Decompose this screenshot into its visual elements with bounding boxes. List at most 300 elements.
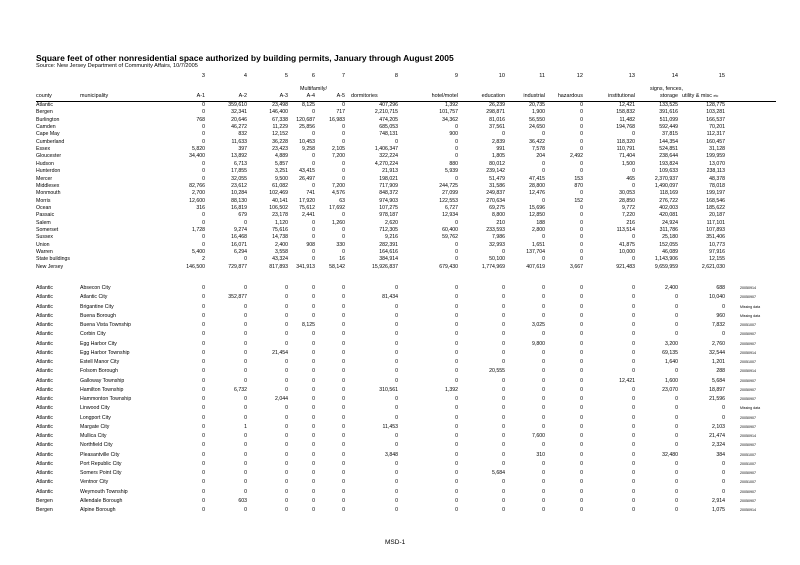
cell-education: 0 bbox=[502, 405, 505, 412]
cell-multifamily: 974,903 bbox=[379, 197, 398, 204]
row-county: Atlantic bbox=[36, 414, 54, 421]
cell-signs: 2,103 bbox=[712, 423, 725, 430]
cell-a1: 0 bbox=[202, 160, 205, 167]
cell-a2: 0 bbox=[244, 414, 247, 421]
header-county: county bbox=[36, 93, 52, 99]
cell-hotel: 0 bbox=[455, 303, 458, 310]
county-row bbox=[0, 198, 800, 205]
cell-hotel: 1,392 bbox=[445, 102, 458, 108]
cell-a4: 0 bbox=[312, 182, 315, 189]
cell-hazardous: 0 bbox=[580, 249, 583, 255]
cell-hazardous: 0 bbox=[580, 294, 583, 301]
cell-institutional: 41,875 bbox=[619, 241, 635, 248]
cell-a4: 0 bbox=[312, 470, 315, 476]
cell-a4: 0 bbox=[312, 234, 315, 241]
header-signs-suffix: etc bbox=[713, 94, 719, 98]
cell-education: 51,479 bbox=[489, 175, 505, 182]
cell-multifamily: 685,053 bbox=[379, 124, 398, 131]
cell-a1: 0 bbox=[202, 109, 205, 116]
county-name: State buildings bbox=[36, 256, 71, 263]
cell-hazardous: 0 bbox=[580, 433, 583, 439]
cell-industrial: 7,600 bbox=[532, 433, 545, 439]
cell-hazardous: 0 bbox=[580, 212, 583, 219]
row-municipality: Buena Borough bbox=[80, 312, 117, 319]
cell-a3: 0 bbox=[285, 359, 288, 365]
cell-a2: 23,612 bbox=[231, 182, 247, 189]
row-municipality: Margate City bbox=[80, 423, 110, 430]
cell-signs: 384 bbox=[716, 451, 725, 458]
cell-a4: 17,920 bbox=[299, 197, 315, 204]
cell-education: 0 bbox=[502, 377, 505, 384]
cell-a4: 0 bbox=[312, 442, 315, 449]
cell-a3: 0 bbox=[285, 303, 288, 310]
cell-a3: 3,251 bbox=[275, 168, 288, 175]
cell-industrial: 204 bbox=[536, 153, 545, 160]
cell-institutional: 7,220 bbox=[622, 212, 635, 219]
cell-hazardous: 0 bbox=[580, 285, 583, 291]
cell-industrial: 0 bbox=[542, 507, 545, 513]
cell-a5: 0 bbox=[342, 479, 345, 486]
cell-multifamily: 0 bbox=[395, 340, 398, 347]
cell-institutional: 0 bbox=[632, 131, 635, 138]
cell-storage: 1,143,906 bbox=[654, 256, 678, 263]
cell-education: 0 bbox=[502, 340, 505, 347]
cell-storage: 3,200 bbox=[665, 340, 678, 347]
cell-storage: 2,370,937 bbox=[654, 175, 678, 182]
cell-signs: 0 bbox=[722, 470, 725, 476]
cell-hazardous: 0 bbox=[580, 405, 583, 412]
cell-multifamily: 21,913 bbox=[382, 168, 398, 175]
header-signs-line2 bbox=[682, 93, 718, 99]
cell-multifamily: 81,434 bbox=[382, 294, 398, 301]
row-date: 20050907 bbox=[740, 489, 756, 494]
cell-education: 270,634 bbox=[486, 197, 505, 204]
report-title: Square feet of other nonresidential space authorized by building permits, January through August 2005 bbox=[36, 53, 454, 63]
cell-storage: 0 bbox=[675, 488, 678, 495]
cell-a1: 82,766 bbox=[189, 182, 205, 189]
cell-a4: 26,497 bbox=[299, 175, 315, 182]
cell-a4: 0 bbox=[312, 488, 315, 495]
municipality-row bbox=[0, 396, 800, 403]
cell-hazardous: 0 bbox=[580, 131, 583, 138]
cell-storage: 0 bbox=[675, 507, 678, 513]
county-name: Morris bbox=[36, 197, 51, 204]
cell-industrial: 0 bbox=[542, 285, 545, 291]
cell-education: 210 bbox=[496, 219, 505, 226]
cell-a5: 0 bbox=[342, 294, 345, 301]
header-multifamily-line1: Multifamily/ bbox=[300, 86, 327, 92]
cell-institutional: 158,832 bbox=[616, 109, 635, 116]
cell-a3: 0 bbox=[285, 377, 288, 384]
cell-a2: 679 bbox=[238, 212, 247, 219]
row-county: Atlantic bbox=[36, 396, 54, 402]
cell-signs: 97,916 bbox=[709, 249, 725, 255]
cell-a5: 330 bbox=[336, 241, 345, 248]
cell-a4: 43,415 bbox=[299, 168, 315, 175]
cell-institutional: 465 bbox=[626, 175, 635, 182]
cell-institutional: 118,320 bbox=[616, 138, 635, 145]
cell-a5: 16 bbox=[339, 256, 345, 263]
cell-education: 0 bbox=[502, 349, 505, 356]
cell-education: 69,275 bbox=[489, 204, 505, 211]
cell-a2: 17,855 bbox=[231, 168, 247, 175]
cell-hotel: 34,362 bbox=[442, 116, 458, 123]
cell-industrial: 20,735 bbox=[529, 102, 545, 108]
cell-a3: 0 bbox=[285, 312, 288, 319]
municipality-row bbox=[0, 341, 800, 348]
municipality-row bbox=[0, 424, 800, 431]
row-date: 20050907 bbox=[740, 424, 756, 429]
row-municipality: Galloway Township bbox=[80, 377, 125, 384]
row-county: Atlantic bbox=[36, 442, 54, 449]
cell-a5: 0 bbox=[342, 460, 345, 467]
county-row bbox=[0, 124, 800, 131]
cell-a1: 5,400 bbox=[192, 249, 205, 255]
cell-signs: 160,457 bbox=[706, 138, 725, 145]
municipality-row bbox=[0, 405, 800, 412]
county-name: Hunterdon bbox=[36, 168, 61, 175]
municipality-row bbox=[0, 285, 800, 292]
county-name: Middlesex bbox=[36, 182, 60, 189]
cell-storage: 109,633 bbox=[659, 168, 678, 175]
cell-hotel: 0 bbox=[455, 249, 458, 255]
cell-multifamily: 717,909 bbox=[379, 182, 398, 189]
county-row bbox=[0, 102, 800, 109]
cell-a1: 0 bbox=[202, 507, 205, 513]
cell-multifamily: 0 bbox=[395, 488, 398, 495]
cell-education: 0 bbox=[502, 249, 505, 255]
cell-a4: 0 bbox=[312, 451, 315, 458]
cell-a1: 0 bbox=[202, 168, 205, 175]
cell-hotel: 900 bbox=[449, 131, 458, 138]
header-signs-line1: signs, fences, bbox=[650, 86, 683, 92]
cell-hazardous: 0 bbox=[580, 349, 583, 356]
cell-institutional: 0 bbox=[632, 460, 635, 467]
cell-institutional: 0 bbox=[632, 405, 635, 412]
cell-a1: 0 bbox=[202, 303, 205, 310]
cell-education: 0 bbox=[502, 294, 505, 301]
cell-multifamily: 0 bbox=[395, 312, 398, 319]
cell-industrial: 0 bbox=[542, 460, 545, 467]
cell-a2: 397 bbox=[238, 146, 247, 153]
row-county: Atlantic bbox=[36, 479, 54, 486]
cell-a5: 0 bbox=[342, 349, 345, 356]
cell-a3: 23,423 bbox=[272, 146, 288, 153]
cell-institutional: 0 bbox=[632, 507, 635, 513]
cell-industrial: 0 bbox=[542, 160, 545, 167]
cell-signs: 199,959 bbox=[706, 153, 725, 160]
cell-signs: 107,893 bbox=[706, 226, 725, 233]
cell-industrial: 407,619 bbox=[526, 263, 545, 270]
cell-a5: 0 bbox=[342, 226, 345, 233]
cell-signs: 288 bbox=[716, 368, 725, 375]
cell-signs: 0 bbox=[722, 488, 725, 495]
cell-multifamily: 748,131 bbox=[379, 131, 398, 138]
row-date: 20050914 bbox=[740, 369, 756, 374]
column-number: 10 bbox=[498, 73, 505, 79]
cell-multifamily: 322,224 bbox=[379, 153, 398, 160]
cell-a1: 0 bbox=[202, 460, 205, 467]
cell-a2: 0 bbox=[244, 303, 247, 310]
cell-a3: 0 bbox=[285, 285, 288, 291]
cell-a3: 0 bbox=[285, 331, 288, 338]
cell-multifamily: 712,305 bbox=[379, 226, 398, 233]
cell-a2: 0 bbox=[244, 312, 247, 319]
cell-a1: 0 bbox=[202, 212, 205, 219]
row-county: Atlantic bbox=[36, 331, 54, 338]
cell-industrial: 0 bbox=[542, 488, 545, 495]
cell-a2: 0 bbox=[244, 479, 247, 486]
cell-signs: 688 bbox=[716, 285, 725, 291]
cell-a5: 0 bbox=[342, 396, 345, 402]
cell-multifamily: 0 bbox=[395, 368, 398, 375]
cell-education: 0 bbox=[502, 303, 505, 310]
county-row bbox=[0, 212, 800, 219]
cell-a2: 0 bbox=[244, 331, 247, 338]
row-date: 20050907 bbox=[740, 332, 756, 337]
row-county: Bergen bbox=[36, 507, 53, 513]
county-name: Ocean bbox=[36, 204, 52, 211]
cell-a5: 0 bbox=[342, 175, 345, 182]
cell-a5: 0 bbox=[342, 470, 345, 476]
cell-a3: 1,120 bbox=[275, 219, 288, 226]
cell-multifamily: 384,914 bbox=[379, 256, 398, 263]
cell-hotel: 0 bbox=[455, 138, 458, 145]
row-municipality: Allendale Borough bbox=[80, 497, 123, 504]
cell-institutional: 0 bbox=[632, 451, 635, 458]
cell-a2: 0 bbox=[244, 396, 247, 402]
county-name: Union bbox=[36, 241, 50, 248]
cell-a5: 0 bbox=[342, 168, 345, 175]
cell-hazardous: 0 bbox=[580, 109, 583, 116]
municipality-row bbox=[0, 479, 800, 486]
cell-storage: 0 bbox=[675, 497, 678, 504]
county-row bbox=[0, 139, 800, 146]
cell-a1: 0 bbox=[202, 294, 205, 301]
row-county: Atlantic bbox=[36, 303, 54, 310]
cell-a5: 58,142 bbox=[329, 263, 345, 270]
cell-a2: 11,633 bbox=[231, 138, 247, 145]
cell-education: 239,142 bbox=[486, 168, 505, 175]
cell-industrial: 0 bbox=[542, 294, 545, 301]
cell-signs: 128,775 bbox=[706, 102, 725, 108]
page-footer: MSD-1 bbox=[385, 539, 406, 546]
cell-storage: 0 bbox=[675, 423, 678, 430]
cell-a1: 0 bbox=[202, 331, 205, 338]
row-municipality: Estell Manor City bbox=[80, 359, 120, 365]
cell-education: 0 bbox=[502, 451, 505, 458]
cell-a5: 0 bbox=[342, 340, 345, 347]
cell-hazardous: 0 bbox=[580, 331, 583, 338]
county-row bbox=[0, 153, 800, 160]
cell-institutional: 30,053 bbox=[619, 190, 635, 197]
cell-a1: 0 bbox=[202, 451, 205, 458]
cell-a5: 16,983 bbox=[329, 116, 345, 123]
cell-hotel: 0 bbox=[455, 460, 458, 467]
cell-a5: 0 bbox=[342, 131, 345, 138]
cell-multifamily: 198,021 bbox=[379, 175, 398, 182]
cell-industrial: 24,650 bbox=[529, 124, 545, 131]
row-date: 20051007 bbox=[740, 323, 756, 327]
county-name: Essex bbox=[36, 146, 51, 153]
county-row bbox=[0, 190, 800, 197]
cell-a5: 0 bbox=[342, 359, 345, 365]
cell-hazardous: 0 bbox=[580, 116, 583, 123]
cell-hotel: 0 bbox=[455, 124, 458, 131]
cell-education: 0 bbox=[502, 285, 505, 291]
cell-industrial: 9,800 bbox=[532, 340, 545, 347]
cell-education: 0 bbox=[502, 460, 505, 467]
row-date: Missing data bbox=[740, 313, 761, 318]
cell-a1: 0 bbox=[202, 405, 205, 412]
cell-a4: 9,258 bbox=[302, 146, 315, 153]
cell-a2: 0 bbox=[244, 442, 247, 449]
row-county: Atlantic bbox=[36, 377, 54, 384]
cell-storage: 152,055 bbox=[659, 241, 678, 248]
cell-a1: 0 bbox=[202, 442, 205, 449]
cell-signs: 185,622 bbox=[706, 204, 725, 211]
cell-a3: 67,338 bbox=[272, 116, 288, 123]
cell-a4: 8,125 bbox=[302, 102, 315, 108]
cell-a2: 0 bbox=[244, 451, 247, 458]
cell-institutional: 0 bbox=[632, 479, 635, 486]
cell-signs: 112,317 bbox=[706, 131, 725, 138]
row-municipality: Absecon City bbox=[80, 285, 111, 291]
cell-multifamily: 0 bbox=[395, 138, 398, 145]
cell-multifamily: 107,275 bbox=[379, 204, 398, 211]
cell-storage: 0 bbox=[675, 303, 678, 310]
cell-a4: 0 bbox=[312, 312, 315, 319]
row-date: 20050907 bbox=[740, 341, 756, 346]
cell-education: 37,561 bbox=[489, 124, 505, 131]
column-number: 9 bbox=[454, 73, 458, 79]
row-date: 20051007 bbox=[740, 480, 756, 485]
cell-signs: 7,832 bbox=[712, 322, 725, 328]
county-row bbox=[0, 242, 800, 249]
county-row bbox=[0, 146, 800, 153]
cell-multifamily: 0 bbox=[395, 507, 398, 513]
row-municipality: Northfield City bbox=[80, 442, 113, 449]
row-date: 20050914 bbox=[740, 286, 756, 290]
cell-institutional: 12,421 bbox=[619, 377, 635, 384]
cell-hotel: 0 bbox=[455, 414, 458, 421]
cell-a2: 0 bbox=[244, 256, 247, 263]
cell-signs: 0 bbox=[722, 331, 725, 338]
municipality-row bbox=[0, 387, 800, 394]
cell-a3: 14,738 bbox=[272, 234, 288, 241]
cell-a5: 7,200 bbox=[332, 182, 345, 189]
cell-a3: 0 bbox=[285, 340, 288, 347]
county-name: Monmouth bbox=[36, 190, 61, 197]
cell-industrial: 47,415 bbox=[529, 175, 545, 182]
cell-institutional: 0 bbox=[632, 386, 635, 393]
municipality-row bbox=[0, 489, 800, 496]
cell-industrial: 0 bbox=[542, 479, 545, 486]
cell-signs: 103,281 bbox=[706, 109, 725, 116]
cell-a5: 63 bbox=[339, 197, 345, 204]
county-row bbox=[0, 168, 800, 175]
cell-storage: 276,722 bbox=[659, 197, 678, 204]
cell-a5: 0 bbox=[342, 138, 345, 145]
cell-multifamily: 2,620 bbox=[385, 219, 398, 226]
cell-signs: 117,101 bbox=[706, 219, 725, 226]
cell-industrial: 28,800 bbox=[529, 182, 545, 189]
county-name: New Jersey bbox=[36, 263, 64, 270]
row-date: Missing data bbox=[740, 304, 761, 309]
cell-a3: 817,893 bbox=[269, 263, 288, 270]
cell-hotel: 0 bbox=[455, 219, 458, 226]
cell-a1: 0 bbox=[202, 234, 205, 241]
row-municipality: Ventnor City bbox=[80, 479, 109, 486]
cell-signs: 0 bbox=[722, 479, 725, 486]
cell-a5: 0 bbox=[342, 497, 345, 504]
cell-signs: 13,070 bbox=[709, 160, 725, 167]
county-name: Burlington bbox=[36, 116, 60, 123]
cell-hazardous: 0 bbox=[580, 340, 583, 347]
cell-hotel: 0 bbox=[455, 507, 458, 513]
cell-multifamily: 474,205 bbox=[379, 116, 398, 123]
cell-industrial: 0 bbox=[542, 331, 545, 338]
cell-industrial: 0 bbox=[542, 368, 545, 375]
cell-multifamily: 0 bbox=[395, 479, 398, 486]
row-date: 20050907 bbox=[740, 387, 756, 392]
column-number: 6 bbox=[311, 73, 315, 79]
cell-a2: 0 bbox=[244, 460, 247, 467]
cell-a2: 16,071 bbox=[231, 241, 247, 248]
cell-multifamily: 978,187 bbox=[379, 212, 398, 219]
cell-storage: 511,099 bbox=[659, 116, 678, 123]
cell-industrial: 137,704 bbox=[526, 249, 545, 255]
cell-hotel: 0 bbox=[455, 241, 458, 248]
cell-hotel: 101,757 bbox=[439, 109, 458, 116]
cell-hazardous: 0 bbox=[580, 460, 583, 467]
row-date: 20051007 bbox=[740, 461, 756, 466]
cell-institutional: 921,483 bbox=[616, 263, 635, 270]
cell-a4: 0 bbox=[312, 368, 315, 375]
cell-hotel: 0 bbox=[455, 331, 458, 338]
cell-a2: 6,732 bbox=[234, 386, 247, 393]
cell-storage: 0 bbox=[675, 396, 678, 402]
cell-a5: 4,576 bbox=[332, 190, 345, 197]
cell-education: 31,586 bbox=[489, 182, 505, 189]
cell-a1: 1,728 bbox=[192, 226, 205, 233]
cell-hazardous: 0 bbox=[580, 497, 583, 504]
cell-hazardous: 0 bbox=[580, 377, 583, 384]
cell-education: 0 bbox=[502, 488, 505, 495]
cell-education: 32,993 bbox=[489, 241, 505, 248]
municipality-row bbox=[0, 368, 800, 375]
row-date: 20050907 bbox=[740, 295, 756, 300]
row-date: 20050907 bbox=[740, 378, 756, 383]
cell-multifamily: 0 bbox=[395, 377, 398, 384]
county-name: Sussex bbox=[36, 234, 54, 241]
cell-storage: 0 bbox=[675, 368, 678, 375]
cell-signs: 48,378 bbox=[709, 175, 725, 182]
cell-a4: 0 bbox=[312, 386, 315, 393]
row-county: Atlantic bbox=[36, 423, 54, 430]
cell-institutional: 1,500 bbox=[622, 160, 635, 167]
cell-a3: 9,500 bbox=[275, 175, 288, 182]
cell-hotel: 0 bbox=[455, 359, 458, 365]
cell-institutional: 0 bbox=[632, 414, 635, 421]
cell-a4: 0 bbox=[312, 359, 315, 365]
cell-multifamily: 0 bbox=[395, 442, 398, 449]
municipality-row bbox=[0, 378, 800, 385]
cell-a4: 0 bbox=[312, 497, 315, 504]
cell-a4: 10,453 bbox=[299, 138, 315, 145]
cell-institutional: 0 bbox=[632, 285, 635, 291]
cell-institutional: 0 bbox=[632, 423, 635, 430]
